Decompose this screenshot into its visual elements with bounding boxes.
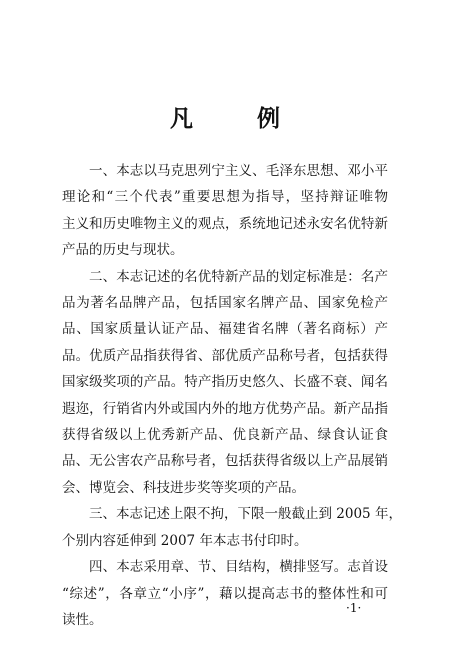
text-line: 品、国家质量认证产品、福建省名牌（著名商标）产 [62, 321, 388, 338]
text-line: 四、本志采用章、节、目结构，横排竖写。志首设 [89, 559, 388, 576]
text-line: 品。优质产品指获得省、部优质产品称号者，包括获得 [62, 347, 388, 364]
body-text [62, 158, 402, 633]
text-line: 遐迩，行销省内外或国内外的地方优势产品。新产品指 [62, 400, 388, 417]
text-line: 获得省级以上优秀新产品、优良新产品、绿食认证食 [62, 427, 388, 444]
text-line: 产品的历史与现状。 [62, 242, 184, 259]
text-line: 主义和历史唯物主义的观点，系统地记述永安名优特新 [62, 215, 388, 232]
text-line: “综述”，各章立“小序”，藉以提高志书的整体性和可 [62, 585, 388, 602]
page-number: ·1· [346, 601, 362, 615]
text-line: 品为著名品牌产品，包括国家名牌产品、国家免检产 [62, 295, 388, 312]
text-line: 会、博览会、科技进步奖等奖项的产品。 [62, 479, 305, 496]
page-title: 凡 例 [169, 106, 308, 132]
text-line: 个别内容延伸到 2007 年本志书付印时。 [62, 532, 308, 549]
text-line: 国家级奖项的产品。特产指历史悠久、长盛不衰、闻名 [62, 374, 388, 391]
text-line: 品、无公害农产品称号者，包括获得省级以上产品展销 [62, 453, 388, 470]
text-line: 二、本志记述的名优特新产品的划定标准是：名产 [89, 268, 388, 285]
text-line: 读性。 [62, 611, 103, 628]
text-line: 理论和“三个代表”重要思想为指导，坚持辩证唯物 [62, 189, 388, 206]
text-line: 三、本志记述上限不拘，下限一般截止到 2005 年， [89, 506, 402, 523]
text-line: 一、本志以马克思列宁主义、毛泽东思想、邓小平 [89, 163, 388, 179]
